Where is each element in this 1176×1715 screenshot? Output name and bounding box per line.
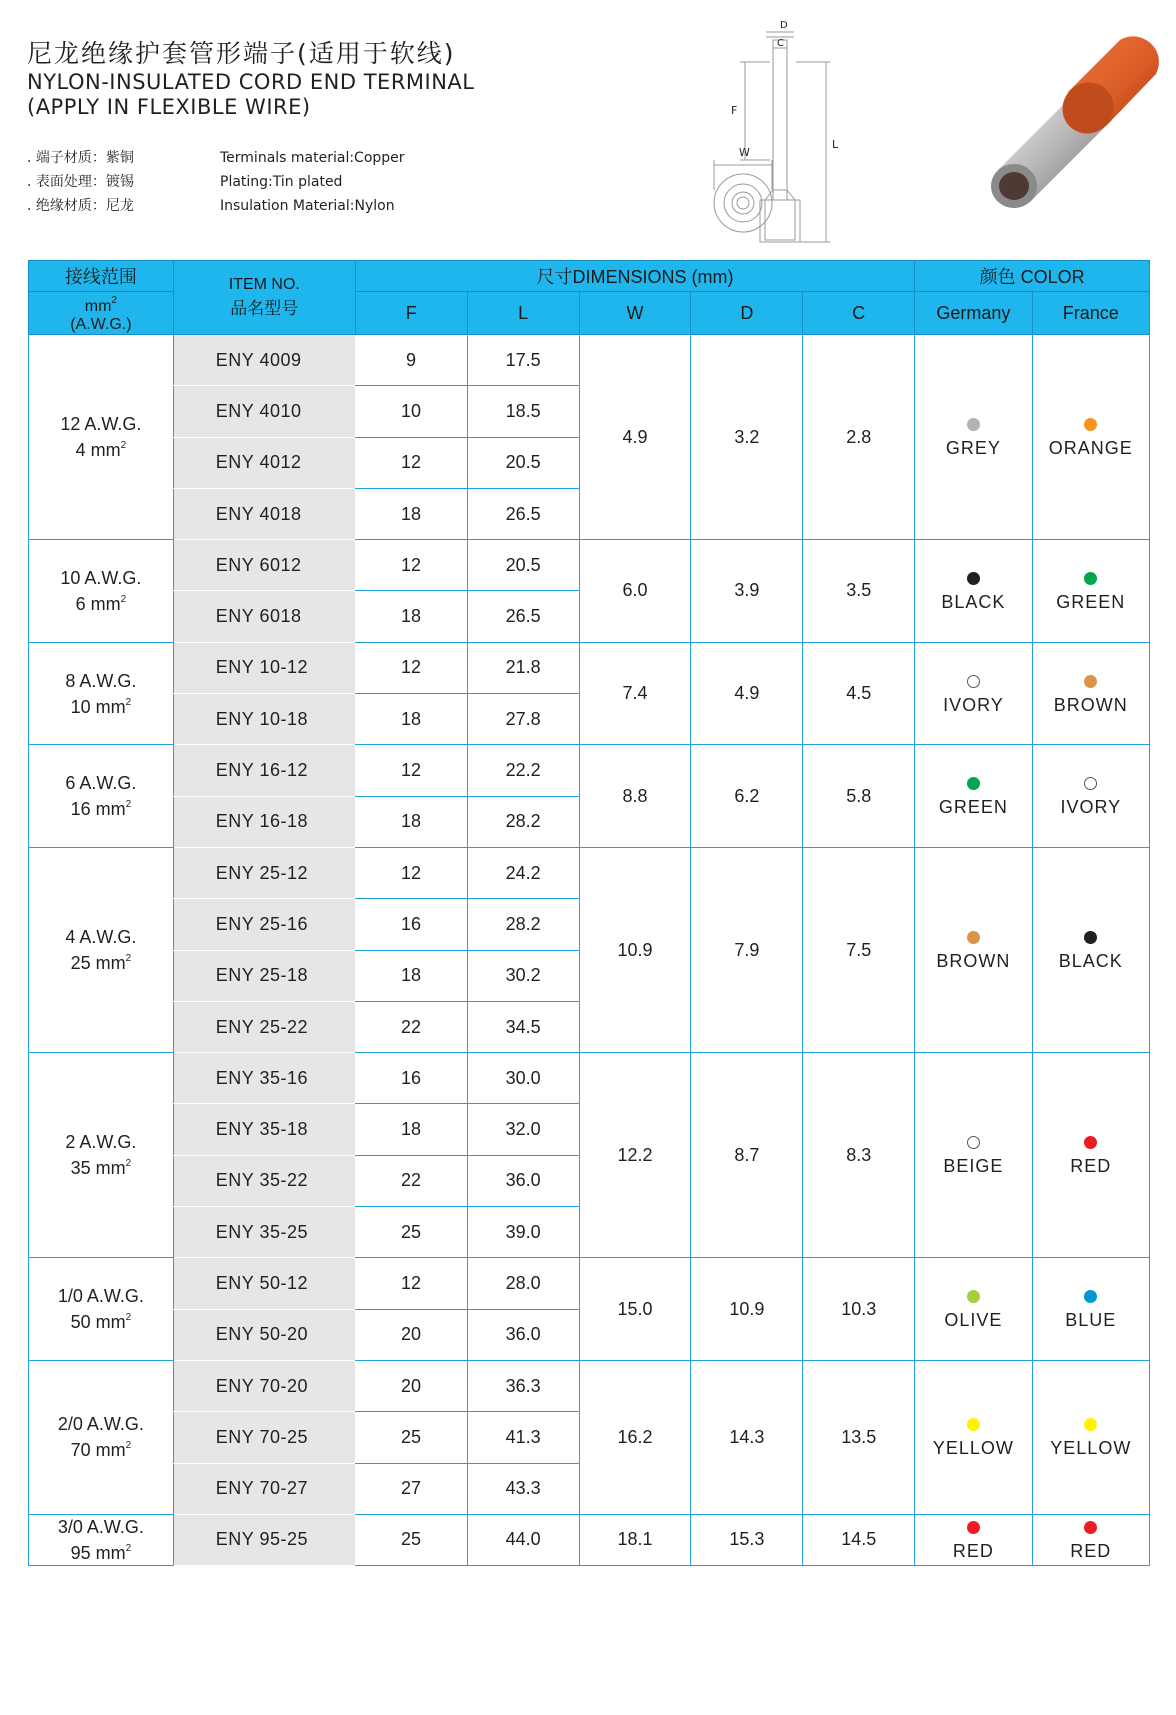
l-value: 24.2 bbox=[467, 847, 579, 898]
f-value: 10 bbox=[355, 386, 467, 437]
header-dimensions: 尺寸DIMENSIONS (mm) bbox=[355, 261, 914, 292]
l-value: 26.5 bbox=[467, 488, 579, 539]
awg-value: 10 A.W.G. bbox=[60, 567, 142, 588]
terminal-dimension-drawing bbox=[700, 10, 930, 245]
germany-color-dot bbox=[967, 931, 980, 944]
d-value: 3.2 bbox=[691, 335, 803, 540]
c-value: 13.5 bbox=[803, 1360, 915, 1514]
table-row bbox=[29, 1258, 1150, 1309]
france-color-cell bbox=[1032, 1360, 1149, 1514]
dimension-label-l: L bbox=[832, 138, 839, 151]
page-title-en bbox=[27, 70, 475, 120]
page-title-en-line1: NYLON-INSULATED CORD END TERMINAL bbox=[27, 70, 475, 94]
w-value: 4.9 bbox=[579, 335, 691, 540]
item-number: ENY 35-25 bbox=[173, 1207, 355, 1258]
germany-color-dot bbox=[967, 1290, 980, 1303]
germany-color-cell bbox=[915, 847, 1032, 1052]
wire-range-cell: 2/0 A.W.G. 70 $mm^2$ bbox=[29, 1360, 174, 1514]
france-color-dot bbox=[1084, 1418, 1097, 1431]
header-range-units: $mm^2$ (A.W.G.) bbox=[29, 292, 174, 335]
france-color-dot bbox=[1084, 931, 1097, 944]
l-value: 18.5 bbox=[467, 386, 579, 437]
d-value: 8.7 bbox=[691, 1053, 803, 1258]
france-color-name: YELLOW bbox=[1050, 1438, 1132, 1459]
germany-color-cell bbox=[915, 1053, 1032, 1258]
item-number: ENY 70-27 bbox=[173, 1463, 355, 1514]
france-color-cell bbox=[1032, 540, 1149, 643]
w-value: 8.8 bbox=[579, 745, 691, 848]
f-value: 12 bbox=[355, 642, 467, 693]
terminal-product-photo bbox=[970, 30, 1170, 220]
germany-color-name: BEIGE bbox=[943, 1156, 1004, 1177]
header-item-en: ITEM NO. bbox=[228, 276, 300, 293]
header-color: 颜色 COLOR bbox=[915, 261, 1150, 292]
d-value: 3.9 bbox=[691, 540, 803, 643]
spec-row bbox=[27, 194, 405, 218]
item-number: ENY 16-12 bbox=[173, 745, 355, 796]
germany-color-name: YELLOW bbox=[932, 1438, 1014, 1459]
w-value: 7.4 bbox=[579, 642, 691, 745]
item-number: ENY 4018 bbox=[173, 488, 355, 539]
d-value: 6.2 bbox=[691, 745, 803, 848]
f-value: 18 bbox=[355, 1104, 467, 1155]
item-number: ENY 6012 bbox=[173, 540, 355, 591]
f-value: 22 bbox=[355, 1155, 467, 1206]
germany-color-dot bbox=[967, 418, 980, 431]
wire-range-cell: 3/0 A.W.G. 95 $mm^2$ bbox=[29, 1514, 174, 1565]
wire-range-cell: 8 A.W.G. 10 $mm^2$ bbox=[29, 642, 174, 745]
f-value: 22 bbox=[355, 1001, 467, 1052]
germany-color-cell bbox=[915, 1258, 1032, 1361]
spec-en: Terminals material:Copper bbox=[220, 150, 405, 166]
france-color-dot bbox=[1084, 675, 1097, 688]
france-color-dot bbox=[1084, 777, 1097, 790]
header-range-awg: (A.W.G.) bbox=[70, 316, 132, 333]
l-value: 21.8 bbox=[467, 642, 579, 693]
item-number: ENY 35-16 bbox=[173, 1053, 355, 1104]
germany-color-name: GREY bbox=[945, 438, 1001, 459]
c-value: 7.5 bbox=[803, 847, 915, 1052]
item-number: ENY 25-22 bbox=[173, 1001, 355, 1052]
header-w: W bbox=[579, 292, 691, 335]
w-value: 18.1 bbox=[579, 1514, 691, 1565]
l-value: 28.2 bbox=[467, 899, 579, 950]
france-color-cell bbox=[1032, 745, 1149, 848]
germany-color-dot bbox=[967, 675, 980, 688]
mm-value: 70 mm bbox=[70, 1440, 126, 1461]
france-color-cell bbox=[1032, 335, 1149, 540]
f-value: 25 bbox=[355, 1412, 467, 1463]
item-number: ENY 10-12 bbox=[173, 642, 355, 693]
awg-value: 2/0 A.W.G. bbox=[57, 1414, 144, 1435]
table-row bbox=[29, 1053, 1150, 1104]
l-value: 30.2 bbox=[467, 950, 579, 1001]
end-view-mid-circle bbox=[724, 184, 762, 222]
item-number: ENY 50-20 bbox=[173, 1309, 355, 1360]
header-france: France bbox=[1032, 292, 1149, 335]
side-view-tube bbox=[773, 40, 787, 190]
page-title-zh: 尼龙绝缘护套管形端子(适用于软线) bbox=[27, 39, 456, 68]
spec-row bbox=[27, 170, 405, 194]
l-value: 44.0 bbox=[467, 1514, 579, 1565]
f-value: 12 bbox=[355, 745, 467, 796]
f-value: 12 bbox=[355, 437, 467, 488]
l-value: 22.2 bbox=[467, 745, 579, 796]
germany-color-name: BLACK bbox=[941, 591, 1006, 612]
germany-color-dot bbox=[967, 572, 980, 585]
l-value: 20.5 bbox=[467, 437, 579, 488]
l-value: 43.3 bbox=[467, 1463, 579, 1514]
awg-value: 6 A.W.G. bbox=[65, 773, 137, 794]
germany-color-cell bbox=[915, 1514, 1032, 1565]
item-number: ENY 4009 bbox=[173, 335, 355, 386]
end-view-inner-circle bbox=[732, 192, 754, 214]
wire-range-cell: 10 A.W.G. 6 $mm^2$ bbox=[29, 540, 174, 643]
d-value: 4.9 bbox=[691, 642, 803, 745]
d-value: 7.9 bbox=[691, 847, 803, 1052]
france-color-cell bbox=[1032, 1053, 1149, 1258]
l-value: 36.0 bbox=[467, 1309, 579, 1360]
f-value: 25 bbox=[355, 1207, 467, 1258]
awg-value: 12 A.W.G. bbox=[60, 414, 142, 435]
france-color-dot bbox=[1084, 1521, 1097, 1534]
header-l: L bbox=[467, 292, 579, 335]
spec-en: Insulation Material:Nylon bbox=[220, 198, 395, 214]
f-value: 25 bbox=[355, 1514, 467, 1565]
l-value: 39.0 bbox=[467, 1207, 579, 1258]
l-value: 28.2 bbox=[467, 796, 579, 847]
table-row bbox=[29, 1514, 1150, 1565]
header-range-unit: mm bbox=[84, 298, 112, 315]
header-f: F bbox=[355, 292, 467, 335]
f-value: 16 bbox=[355, 1053, 467, 1104]
item-number: ENY 25-16 bbox=[173, 899, 355, 950]
dimension-label-c: C bbox=[777, 38, 784, 49]
w-value: 16.2 bbox=[579, 1360, 691, 1514]
table-row bbox=[29, 540, 1150, 591]
france-color-cell bbox=[1032, 642, 1149, 745]
spec-zh: . 端子材质：紫铜 bbox=[27, 150, 134, 166]
l-value: 34.5 bbox=[467, 1001, 579, 1052]
mm-value: 50 mm bbox=[70, 1312, 126, 1333]
c-value: 8.3 bbox=[803, 1053, 915, 1258]
f-value: 12 bbox=[355, 1258, 467, 1309]
header-range-zh: 接线范围 bbox=[29, 261, 174, 292]
l-value: 32.0 bbox=[467, 1104, 579, 1155]
f-value: 27 bbox=[355, 1463, 467, 1514]
f-value: 18 bbox=[355, 694, 467, 745]
france-color-cell bbox=[1032, 1258, 1149, 1361]
w-value: 10.9 bbox=[579, 847, 691, 1052]
dimension-label-w: W bbox=[739, 146, 750, 159]
header-c: C bbox=[803, 292, 915, 335]
f-value: 18 bbox=[355, 488, 467, 539]
item-number: ENY 35-18 bbox=[173, 1104, 355, 1155]
terminal-spec-table bbox=[28, 260, 1150, 1566]
germany-color-dot bbox=[967, 1136, 980, 1149]
l-value: 36.3 bbox=[467, 1360, 579, 1411]
item-number: ENY 4012 bbox=[173, 437, 355, 488]
mm-value: 10 mm bbox=[70, 696, 126, 717]
header-germany: Germany bbox=[915, 292, 1032, 335]
f-value: 12 bbox=[355, 847, 467, 898]
header-item-zh: 品名型号 bbox=[230, 299, 299, 318]
germany-color-name: OLIVE bbox=[944, 1310, 1003, 1331]
item-number: ENY 70-25 bbox=[173, 1412, 355, 1463]
page-title-en-line2: (APPLY IN FLEXIBLE WIRE) bbox=[27, 95, 311, 119]
mm-value: 4 mm bbox=[75, 440, 121, 461]
item-number: ENY 10-18 bbox=[173, 694, 355, 745]
france-color-dot bbox=[1084, 572, 1097, 585]
f-value: 16 bbox=[355, 899, 467, 950]
l-value: 17.5 bbox=[467, 335, 579, 386]
awg-value: 4 A.W.G. bbox=[65, 927, 137, 948]
spec-row bbox=[27, 146, 405, 170]
germany-color-name: IVORY bbox=[943, 694, 1004, 715]
f-value: 20 bbox=[355, 1360, 467, 1411]
l-value: 28.0 bbox=[467, 1258, 579, 1309]
wire-range-cell: 1/0 A.W.G. 50 $mm^2$ bbox=[29, 1258, 174, 1361]
france-color-name: ORANGE bbox=[1048, 438, 1133, 459]
germany-color-cell bbox=[915, 642, 1032, 745]
wire-range-cell: 12 A.W.G. 4 $mm^2$ bbox=[29, 335, 174, 540]
awg-value: 8 A.W.G. bbox=[65, 670, 137, 691]
mm-value: 6 mm bbox=[75, 593, 121, 614]
france-color-dot bbox=[1084, 1136, 1097, 1149]
germany-color-name: RED bbox=[952, 1540, 994, 1561]
table-row bbox=[29, 642, 1150, 693]
item-number: ENY 25-18 bbox=[173, 950, 355, 1001]
item-number: ENY 4010 bbox=[173, 386, 355, 437]
w-value: 15.0 bbox=[579, 1258, 691, 1361]
france-color-name: RED bbox=[1070, 1540, 1112, 1561]
item-number: ENY 95-25 bbox=[173, 1514, 355, 1565]
germany-color-dot bbox=[967, 1418, 980, 1431]
awg-value: 1/0 A.W.G. bbox=[57, 1286, 144, 1307]
d-value: 14.3 bbox=[691, 1360, 803, 1514]
spec-en: Plating:Tin plated bbox=[220, 174, 343, 190]
france-color-dot bbox=[1084, 418, 1097, 431]
france-color-cell bbox=[1032, 847, 1149, 1052]
c-value: 10.3 bbox=[803, 1258, 915, 1361]
d-value: 15.3 bbox=[691, 1514, 803, 1565]
germany-color-cell bbox=[915, 540, 1032, 643]
table-row bbox=[29, 847, 1150, 898]
f-value: 18 bbox=[355, 591, 467, 642]
w-value: 6.0 bbox=[579, 540, 691, 643]
mm-value: 16 mm bbox=[70, 799, 126, 820]
spec-zh: . 绝缘材质：尼龙 bbox=[27, 198, 134, 214]
table-row bbox=[29, 1360, 1150, 1411]
france-color-name: RED bbox=[1070, 1156, 1112, 1177]
f-value: 20 bbox=[355, 1309, 467, 1360]
dimension-label-d: D bbox=[780, 20, 788, 31]
france-color-name: BROWN bbox=[1053, 694, 1128, 715]
awg-value: 2 A.W.G. bbox=[65, 1132, 137, 1153]
table-body bbox=[29, 335, 1150, 1566]
item-number: ENY 35-22 bbox=[173, 1155, 355, 1206]
spec-zh: . 表面处理：镀锡 bbox=[27, 174, 134, 190]
c-value: 5.8 bbox=[803, 745, 915, 848]
c-value: 3.5 bbox=[803, 540, 915, 643]
item-number: ENY 25-12 bbox=[173, 847, 355, 898]
c-value: 4.5 bbox=[803, 642, 915, 745]
f-value: 18 bbox=[355, 796, 467, 847]
wire-range-cell: 6 A.W.G. 16 $mm^2$ bbox=[29, 745, 174, 848]
france-color-dot bbox=[1084, 1290, 1097, 1303]
l-value: 30.0 bbox=[467, 1053, 579, 1104]
germany-color-name: GREEN bbox=[938, 797, 1008, 818]
france-color-name: GREEN bbox=[1056, 591, 1126, 612]
item-number: ENY 50-12 bbox=[173, 1258, 355, 1309]
f-value: 18 bbox=[355, 950, 467, 1001]
l-value: 36.0 bbox=[467, 1155, 579, 1206]
mm-value: 95 mm bbox=[70, 1542, 126, 1563]
wire-range-cell: 4 A.W.G. 25 $mm^2$ bbox=[29, 847, 174, 1052]
germany-color-dot bbox=[967, 777, 980, 790]
mm-value: 25 mm bbox=[70, 953, 126, 974]
germany-color-cell bbox=[915, 1360, 1032, 1514]
wire-range-cell: 2 A.W.G. 35 $mm^2$ bbox=[29, 1053, 174, 1258]
l-value: 27.8 bbox=[467, 694, 579, 745]
material-specs bbox=[27, 146, 405, 218]
header-d: D bbox=[691, 292, 803, 335]
f-value: 12 bbox=[355, 540, 467, 591]
mm-value: 35 mm bbox=[70, 1158, 126, 1179]
germany-color-cell bbox=[915, 335, 1032, 540]
c-value: 2.8 bbox=[803, 335, 915, 540]
germany-color-name: BROWN bbox=[936, 951, 1011, 972]
germany-color-cell bbox=[915, 745, 1032, 848]
header-item bbox=[173, 261, 355, 335]
end-view-outer-circle bbox=[714, 174, 772, 232]
table-row bbox=[29, 745, 1150, 796]
w-value: 12.2 bbox=[579, 1053, 691, 1258]
dimension-label-f: F bbox=[731, 104, 738, 117]
awg-value: 3/0 A.W.G. bbox=[57, 1516, 144, 1537]
france-color-name: IVORY bbox=[1060, 797, 1122, 818]
france-color-name: BLACK bbox=[1058, 951, 1123, 972]
l-value: 41.3 bbox=[467, 1412, 579, 1463]
france-color-name: BLUE bbox=[1065, 1310, 1117, 1331]
table-row bbox=[29, 335, 1150, 386]
item-number: ENY 6018 bbox=[173, 591, 355, 642]
france-color-cell bbox=[1032, 1514, 1149, 1565]
germany-color-dot bbox=[967, 1521, 980, 1534]
c-value: 14.5 bbox=[803, 1514, 915, 1565]
item-number: ENY 16-18 bbox=[173, 796, 355, 847]
l-value: 20.5 bbox=[467, 540, 579, 591]
d-value: 10.9 bbox=[691, 1258, 803, 1361]
item-number: ENY 70-20 bbox=[173, 1360, 355, 1411]
f-value: 9 bbox=[355, 335, 467, 386]
end-view-core-circle bbox=[737, 197, 749, 209]
l-value: 26.5 bbox=[467, 591, 579, 642]
